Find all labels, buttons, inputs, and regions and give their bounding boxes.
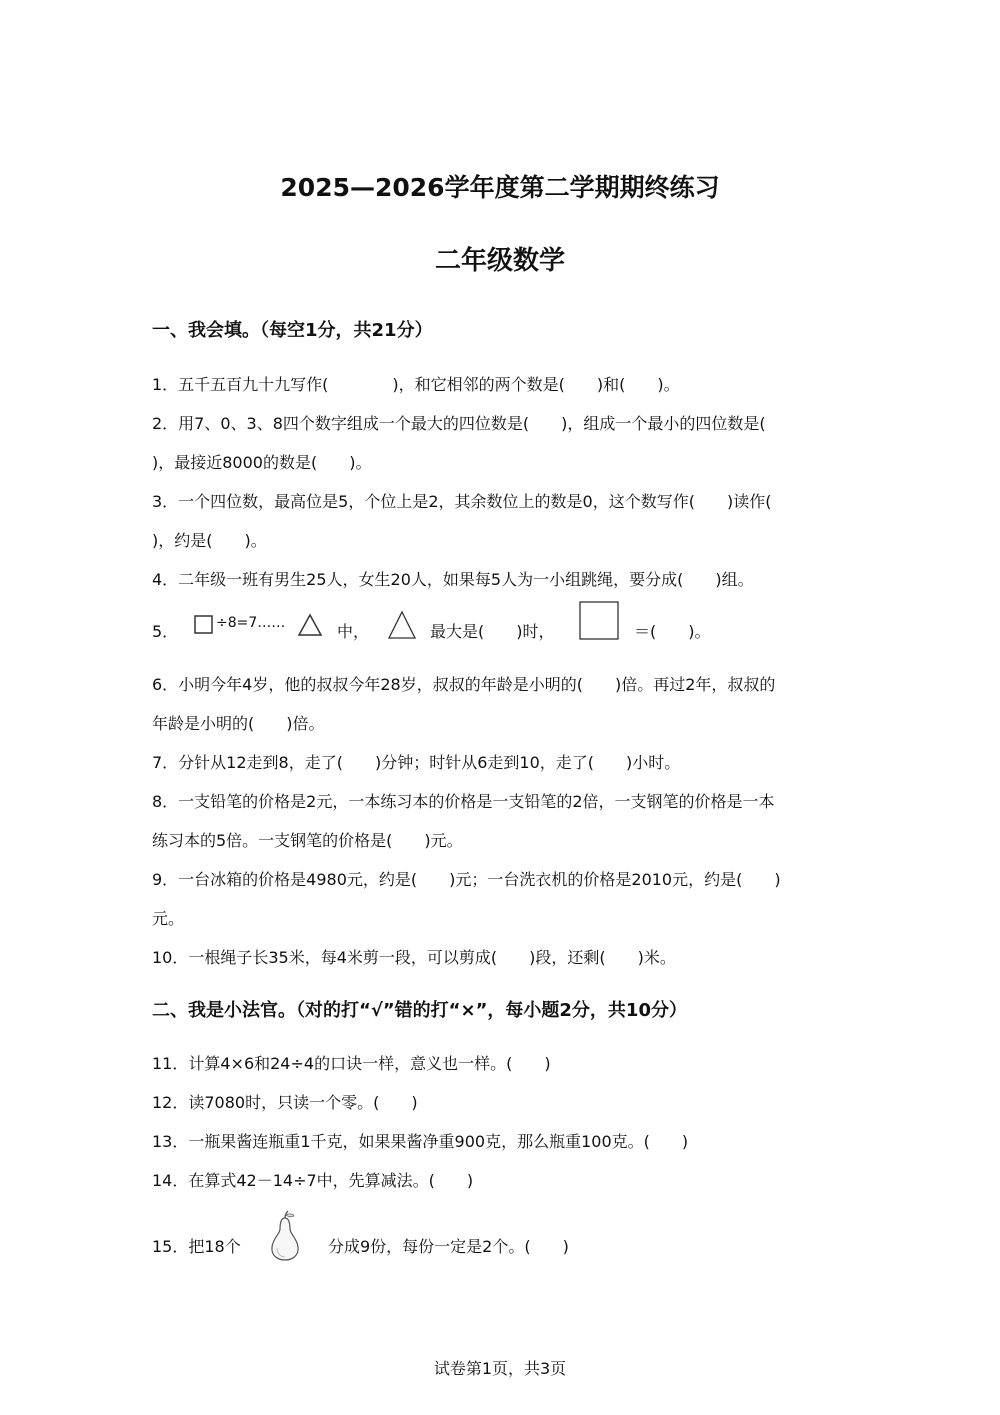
question-4: 4．二年级一班有男生25人，女生20人，如果每5人为一小组跳绳，要分成( )组。	[152, 570, 754, 589]
triangle-icon	[297, 613, 323, 641]
question-6-cont: 年龄是小明的( )倍。	[152, 714, 325, 733]
page-footer: 试卷第1页，共3页	[433, 1359, 567, 1378]
question-15-post: 分成9份，每份一定是2个。( )	[328, 1237, 569, 1256]
exam-subtitle: 二年级数学	[434, 246, 565, 276]
question-6: 6．小明今年4岁，他的叔叔今年28岁，叔叔的年龄是小明的( )倍。再过2年，叔叔的	[152, 675, 776, 694]
section-1-heading: 一、我会填。（每空1分，共21分）	[152, 320, 433, 341]
question-3: 3．一个四位数，最高位是5，个位上是2，其余数位上的数是0，这个数写作( )读作(	[152, 492, 772, 511]
question-1: 1．五千五百九十九写作( )，和它相邻的两个数是( )和( )。	[152, 375, 680, 394]
question-2: 2．用7、0、3、8四个数字组成一个最大的四位数是( )，组成一个最小的四位数是(	[152, 414, 766, 433]
question-5-equals: ＝( )。	[634, 622, 711, 641]
question-14: 14．在算式42－14÷7中，先算减法。( )	[152, 1171, 474, 1190]
question-2-cont: )，最接近8000的数是( )。	[152, 453, 372, 472]
triangle-icon-large	[387, 610, 417, 644]
question-8-cont: 练习本的5倍。一支钢笔的价格是( )元。	[152, 831, 463, 850]
section-2-heading: 二、我是小法官。（对的打“√”错的打“×”，每小题2分，共10分）	[152, 1000, 687, 1021]
pear-icon	[265, 1210, 305, 1266]
question-15-pre: 15．把18个	[152, 1237, 241, 1256]
question-5-number: 5．	[152, 622, 179, 641]
empty-square-icon	[194, 615, 214, 639]
question-9: 9．一台冰箱的价格是4980元，约是( )元；一台洗衣机的价格是2010元，约是( )	[152, 870, 781, 889]
question-11: 11．计算4×6和24÷4的口诀一样，意义也一样。( )	[152, 1054, 551, 1073]
empty-square-icon-large	[579, 601, 621, 645]
question-5-max: 最大是( )时，	[430, 622, 555, 641]
question-3-cont: )，约是( )。	[152, 531, 267, 550]
question-5-expression: ÷8=7……	[216, 615, 286, 631]
exam-title: 2025—2026学年度第二学期期终练习	[280, 173, 720, 202]
question-10: 10．一根绳子长35米，每4米剪一段，可以剪成( )段，还剩( )米。	[152, 948, 676, 967]
question-13: 13．一瓶果酱连瓶重1千克，如果果酱净重900克，那么瓶重100克。( )	[152, 1132, 689, 1151]
question-5-mid: 中，	[337, 622, 370, 641]
question-9-cont: 元。	[152, 909, 185, 928]
question-8: 8．一支铅笔的价格是2元，一本练习本的价格是一支铅笔的2倍，一支钢笔的价格是一本	[152, 792, 775, 811]
question-12: 12．读7080时，只读一个零。( )	[152, 1093, 418, 1112]
question-7: 7．分针从12走到8，走了( )分钟；时针从6走到10，走了( )小时。	[152, 753, 681, 772]
